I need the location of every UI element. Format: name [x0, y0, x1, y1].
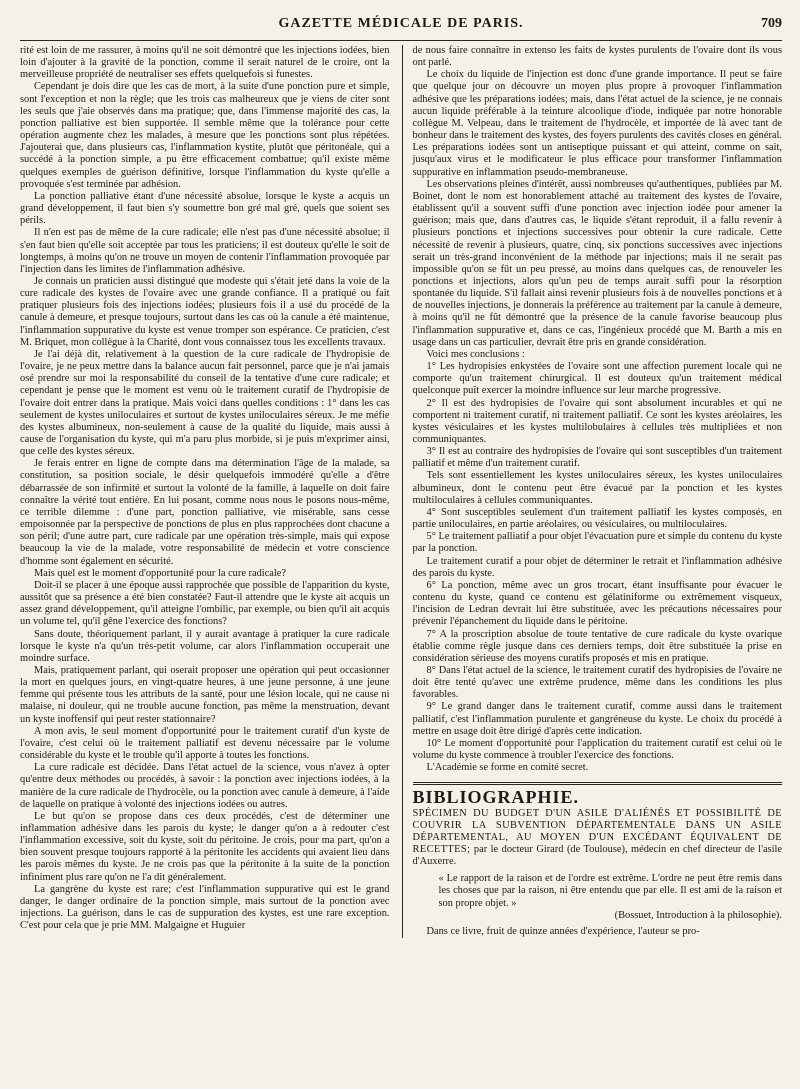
left-column	[20, 45, 390, 938]
paragraph: 10° Le moment d'opportunité pour l'application du traitement curatif est celui où le volume du kyste commence à troubler l'exercice des fonctions.	[412, 737, 782, 762]
paragraph: A mon avis, le seul moment d'opportunité pour le traitement curatif d'un kyste de l'ovaire, c'est celui où le traitement palliatif est devenu nécessaire par le volume considérable du kyste et le trouble qu'il apporte à toutes les fonctions.	[20, 725, 390, 762]
paragraph: 3° Il est au contraire des hydropisies de l'ovaire qui sont susceptibles d'un traitement palliatif et même d'un traitement curatif.	[412, 446, 782, 470]
paragraph: Je ferais entrer en ligne de compte dans ma détermination l'âge de la malade, sa constitution, sa position sociale, le désir quelquefois immodéré qu'elle a d'être débarrassée de son infirmité et surtout la volonté de la famille, à laquelle on doit faire connaître la vérité tout entière. En lui posant, comme nous nous le posons nous-même, ce terrible dilemme : d'une part, ponction palliative, vie misérable, sans cesse empoisonnée par la perspective de ponctions de plus en plus rapprochées dont chacune a son péril; d'une autre part, cure radicale par une opération très-simple, mais qui expose beaucoup la vie de la malade, votre responsabilité de médecin et votre conscience d'homme sont également en sécurité.	[20, 458, 390, 567]
paragraph: Le choix du liquide de l'injection est donc d'une grande importance. Il peut se faire que quelque jour on découvre un moyen plus propre à provoquer l'inflammation adhésive que les préparations iodées; mais, dans l'état actuel de la science, je ne connais aucun liquide préférable à la teinture alcoolique d'iode, indiquée par notre honorable collègue M. Velpeau, dans le traitement de l'hydrocèle, et importée de là avec tant de bonheur dans le traitement des kystes, des foyers purulents des cavités closes en général. Les préparations iodées sont un antiseptique puissant et qui atteint, comme on sait, jusqu'aux virus et le modificateur le plus efficace pour transformer l'inflammation suppurative en inflammation pseudo-membraneuse.	[412, 69, 782, 178]
paragraph: Mais quel est le moment d'opportunité pour la cure radicale?	[34, 567, 287, 579]
paragraph: 4° Sont susceptibles seulement d'un traitement palliatif les kystes composés, en partie uniloculaires, en partie aréolaires, ou vésiculaires, ou multiloculaires.	[412, 506, 782, 531]
review-opening: Dans ce livre, fruit de quinze années d'expérience, l'auteur se pro-	[426, 925, 700, 937]
page-header	[20, 14, 782, 41]
paragraph: Voici mes conclusions :	[426, 348, 525, 360]
right-column	[402, 45, 783, 938]
paragraph: Je connais un praticien aussi distingué que modeste qui s'était jeté dans la voie de la cure radicale des kystes de l'ovaire avec une grande confiance. Il a pratiqué ou fait pratiquer plusieurs fois des injections iodées; plusieurs fois il a usé du procédé de la canule à demeure, et presque toujours, surtout dans les cas où la canule a été maintenue, l'inflammation suppurative du kyste est venue tromper son espérance. Ce praticien, c'est M. Briquet, mon collègue à la Charité, dont vous connaissez tous les excellents travaux.	[20, 275, 390, 348]
paragraph: La gangrène du kyste est rare; c'est l'inflammation suppurative qui est le grand danger, le danger ordinaire de la ponction simple, mais surtout de la ponction avec injections. La guérison, dans le cas de suppuration des kystes, est une rare exception. C'est pour cela que je prie MM. Malgaigne et Huguier	[20, 883, 390, 932]
paragraph: Il n'en est pas de même de la cure radicale; elle n'est pas d'une nécessité absolue; il s'en faut bien qu'elle soit acceptée par tous les praticiens; il est douteux qu'elle le soit de longtemps, à moins qu'on ne trouve un moyen de contenir l'inflammation provoquée par l'injection dans les limites de l'inflammation adhésive.	[20, 227, 390, 275]
paragraph: La ponction palliative étant d'une nécessité absolue, lorsque le kyste a acquis un grand développement, il faut bien s'y soumettre bon gré mal gré, quels que soient ses périls.	[20, 190, 390, 227]
bibliography-heading: BIBLIOGRAPHIE.	[412, 787, 580, 808]
paragraph: Cependant je dois dire que les cas de mort, à la suite d'une ponction pure et simple, sont l'exception et non la règle; que les trois cas malheureux que je viens de citer sont les seuls que j'aie observés dans ma pratique; que, dans l'immense majorité des cas, la ponction palliative est bien supportée. Il semble même que la tolérance pour cette opération augmente chez les malades, à mesure que les ponctions sont plus répétées. J'ajouterai que, dans plusieurs cas, l'inflammation kystite, plutôt que péritonéale, qui a succédé à la ponction simple, a pu être efficacement combattue; qu'il existe même quelques exemples de guérison définitive, lorsque l'inflammation du kyste qu'elle a provoquée s'est terminée par adhésion.	[20, 81, 390, 190]
bibliography-work	[413, 808, 783, 869]
right-column-text	[413, 45, 783, 774]
paragraph: 1° Les hydropisies enkystées de l'ovaire sont une affection purement locale qui ne comporte qu'un traitement chirurgical. Il est douteux qu'un traitement médical quelconque puît exercer la moindre influence sur leur marche progressive.	[412, 361, 782, 397]
paragraph: L'Académie se forme en comité secret.	[426, 762, 589, 774]
paragraph: La cure radicale est décidée. Dans l'état actuel de la science, vous n'avez à opter qu'entre deux méthodes ou procédés, à savoir : la ponction avec injections iodées, à la manière de la cure radicale de l'hydrocèle, ou la ponction avec canule à demeure, à l'aide de laquelle on pratique à volonté des injections iodées ou autres.	[20, 762, 390, 810]
paragraph: 5° Le traitement palliatif a pour objet l'évacuation pure et simple du contenu du kyste par la ponction.	[412, 531, 782, 555]
paragraph: rité est loin de me rassurer, à moins qu'il ne soit démontré que les injections iodées, bien loin d'ajouter à la gravité de la ponction, comme il serait naturel de le croire, ont la merveilleuse propriété de neutraliser ses effets quelquefois si funestes.	[20, 45, 390, 81]
quote-source: (Bossuet, Introduction à la philosophie).	[614, 909, 782, 921]
paragraph: Mais, pratiquement parlant, qui oserait proposer une opération qui peut occasionner la mort en quelques jours, en vingt-quatre heures, à une jeune personne, à une jeune femme qui présente tous les attributs de la santé, pour une lésion locale, qui ne cause ni malaise, ni douleur, qui ne trouble aucune fonction, pas même la menstruation, devant un kyste inoffensif qui peut rester stationnaire?	[20, 664, 390, 725]
paragraph: Le but qu'on se propose dans ces deux procédés, c'est de déterminer une inflammation adhésive dans les parois du kyste; le danger qu'on a à redouter c'est l'inflammation excessive, soit du kyste, soit du péritoine. Je crois, pour ma part, qu'on a bien souvent presque toujours rapporté à la péritonite les accidents qui avaient lieu dans les parois mêmes du kyste. Je ne crois pas que la péritonite à la suite de la ponction infiniment plus rare qu'on ne l'a dit généralement.	[20, 810, 390, 883]
page-number: 709	[761, 16, 782, 31]
quote-text: « Le rapport de la raison et de l'ordre est extrême. L'ordre ne peut être remis dans les choses que par la raison, ni être entendu que par elle. Il est ami de la raison et son propre objet. »	[438, 873, 782, 909]
paragraph: Tels sont essentiellement les kystes uniloculaires séreux, les kystes uniloculaires albumineux, dont le contenu peut être évacué par la ponction et les kystes multiloculaires à cellules communiquantes.	[412, 470, 782, 506]
epigraph-quote	[439, 873, 783, 922]
paragraph: 9° Le grand danger dans le traitement curatif, comme aussi dans le traitement palliatif, c'est l'inflammation purulente et gangréneuse du kyste. Le choix du procédé à mettre en usage doit être dirigé d'après cette indication.	[412, 701, 782, 737]
paragraph: 8° Dans l'état actuel de la science, le traitement curatif des hydropisies de l'ovaire ne doit être tenté qu'avec une extrême prudence, même dans les conditions les plus favorables.	[412, 664, 782, 701]
paragraph: 6° La ponction, même avec un gros trocart, étant insuffisante pour évacuer le contenu du kyste, quand ce contenu est gélatiniforme ou extrêmement visqueux, l'incision de Ledran devrait lui être substituée, avec les précautions nécessaires pour prévenir l'épanchement du liquide dans le péritoine.	[412, 579, 782, 628]
journal-title: GAZETTE MÉDICALE DE PARIS.	[278, 16, 524, 31]
paragraph: 7° A la proscription absolue de toute tentative de cure radicale du kyste ovarique établie comme règle jusque dans ces derniers temps, doit être substituée la prise en considération sérieuse des moyens curatifs proposés et mis en pratique.	[412, 628, 782, 664]
article-columns	[20, 45, 782, 938]
paragraph: Je l'ai déjà dit, relativement à la question de la cure radicale de l'hydropisie de l'ovaire, je ne peux mettre dans la balance aucun fait personnel, parce que je n'ai jamais osé prendre sur moi la responsabilité du conseil de la tentative d'une cure radicale; et cependant je pense que le moment est venu où le traitement curatif de l'hydropisie de l'ovaire doit entrer dans la pratique. Mais voici dans quelles conditions : 1° dans les cas seulement de kystes uniloculaires et surtout de kystes uniloculaires séreux. Je me méfie des kystes albumineux, non-seulement à cause de la qualité du liquide, mais aussi à cause de l'organisation du kyste, qui m'a paru plus morbide, si je puis m'exprimer ainsi, que celle des kystes séreux.	[20, 348, 390, 458]
paragraph: Doit-il se placer à une époque aussi rapprochée que possible de l'apparition du kyste, aussitôt que sa présence a été bien constatée? Faut-il attendre que le kyste ait acquis un assez grand développement, qu'il atteigne l'ombilic, par exemple, ou bien qu'il ait acquis un volume tel, qu'il gêne l'exercice des fonctions?	[20, 579, 390, 628]
paragraph: 2° Il est des hydropisies de l'ovaire qui sont absolument incurables et qui ne comportent ni traitement curatif, ni traitement palliatif. Ce sont les kystes aréolaires, les kystes vésiculaires et les kystes multilobulaires à cellules très multipliées et non communiquantes.	[412, 397, 782, 445]
work-author: par le docteur Girard (de Toulouse), médecin en chef directeur de l'asile d'Auxerre.	[412, 844, 782, 868]
work-title: SPÉCIMEN DU BUDGET D'UN ASILE D'ALIÉNÉS ET POSSIBILITÉ DE COUVRIR LA SUBVENTION DÉPARTEMENTALE DANS UN ASILE DÉPARTEMENTAL, AU MOYEN D'UN EXCÉDANT ÉQUIVALENT DE RECETTES;	[412, 807, 782, 855]
paragraph: Sans doute, théoriquement parlant, il y aurait avantage à pratiquer la cure radicale lorsque le kyste n'a qu'un très-petit volume, car alors l'inflammation occuperait une moindre surface.	[20, 628, 390, 664]
paragraph: Les observations pleines d'intérêt, aussi nombreuses qu'authentiques, publiées par M. Boinet, dont le nom est honorablement attaché au traitement des kystes de l'ovaire, établissent qu'il a souvent suffi d'une ponction avec injection iodée pour amener la guérison; mais que, dans d'autres cas, le liquide s'étant reproduit, il a fallu revenir à plusieurs ponctions et injections successives pour obtenir la cure radicale. Cette nécessité de revenir à plusieurs, quatre, cinq, six ponctions successives avec injections serait un très-grand inconvénient de la méthode par injections; mais il ne serait pas impossible qu'on se fût un peu pressé, au moins dans quelques cas, de renouveler les ponctions et injections, alors qu'un peu de temps aurait suffi pour la résorption spontanée du liquide. S'il fallait ainsi revenir plusieurs fois à de nouvelles ponctions et à de nouvelles injections, je donnerais la préférence au traitement par la canule à demeure, à moins qu'il ne fût démontré que la présence de la canule favorise beaucoup plus l'inflammation suppurative et, dans ce cas, l'ingénieux procédé que M. Barth a mis en usage dans un cas particulier, devrait être pris en grande considération.	[412, 178, 782, 348]
paragraph: Le traitement curatif a pour objet de déterminer le retrait et l'inflammation adhésive des parois du kyste.	[412, 555, 782, 579]
paragraph: de nous faire connaître in extenso les faits de kystes purulents de l'ovaire dont ils vous ont parlé.	[412, 45, 782, 69]
bibliography-section	[413, 782, 783, 938]
